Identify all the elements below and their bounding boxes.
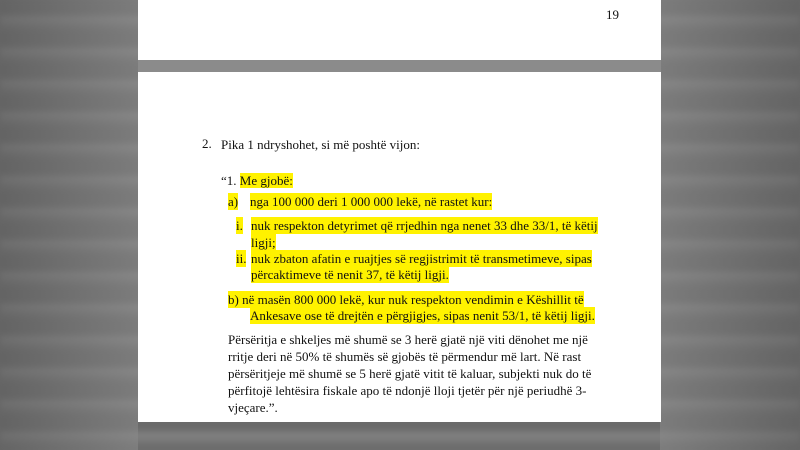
sub-ii-marker: ii. xyxy=(236,251,247,266)
blurred-right-margin xyxy=(660,0,800,450)
sub-ii-line1: nuk zbaton afatin e ruajtjes së regjistrimit të transmetimeve, sipas xyxy=(251,251,592,266)
item-b-line1: b) në masën 800 000 lekë, kur nuk respekton vendimin e Këshillit të xyxy=(228,292,584,307)
clause-open: “1. xyxy=(221,173,240,188)
page-separator xyxy=(138,60,661,72)
clause-label: Me gjobë: xyxy=(239,173,293,188)
point-number: 2. xyxy=(202,136,212,151)
item-a-marker: a) xyxy=(228,194,239,209)
page-number: 19 xyxy=(606,7,619,22)
paragraph-line3: përsëritjeje më shumë se 5 herë gjatë vitit të kaluar, subjekti nuk do të xyxy=(228,366,592,381)
item-a-text: nga 100 000 deri 1 000 000 lekë, në rastet kur: xyxy=(250,194,493,209)
previous-page-bottom xyxy=(138,0,661,60)
blurred-left-margin xyxy=(0,0,138,450)
point-text: Pika 1 ndryshohet, si më poshtë vijon: xyxy=(221,137,420,152)
clause-heading xyxy=(221,172,293,189)
sub-ii-line2: përcaktimeve të nenit 37, të këtij ligji. xyxy=(251,267,449,282)
paragraph-line1: Përsëritja e shkeljes më shumë se 3 herë gjatë një viti dënohet me një xyxy=(228,332,588,347)
paragraph-line4: përfitojë lehtësira fiskale apo të ndonjë lloji tjetër për një periudhë 3- xyxy=(228,383,587,398)
document-page xyxy=(138,72,661,422)
paragraph-line2: rritje deri në 50% të shumës së gjobës të përmendur më lart. Në rast xyxy=(228,349,582,364)
paragraph-line5: vjeçare.”. xyxy=(228,400,278,415)
item-b-line2: Ankesave ose të drejtën e përgjigjes, sipas nenit 53/1, të këtij ligji. xyxy=(250,308,595,323)
sub-i-line1: nuk respekton detyrimet që rrjedhin nga nenet 33 dhe 33/1, të këtij xyxy=(251,218,598,233)
sub-i-marker: i. xyxy=(236,218,243,233)
sub-i-line2: ligji; xyxy=(251,235,276,250)
